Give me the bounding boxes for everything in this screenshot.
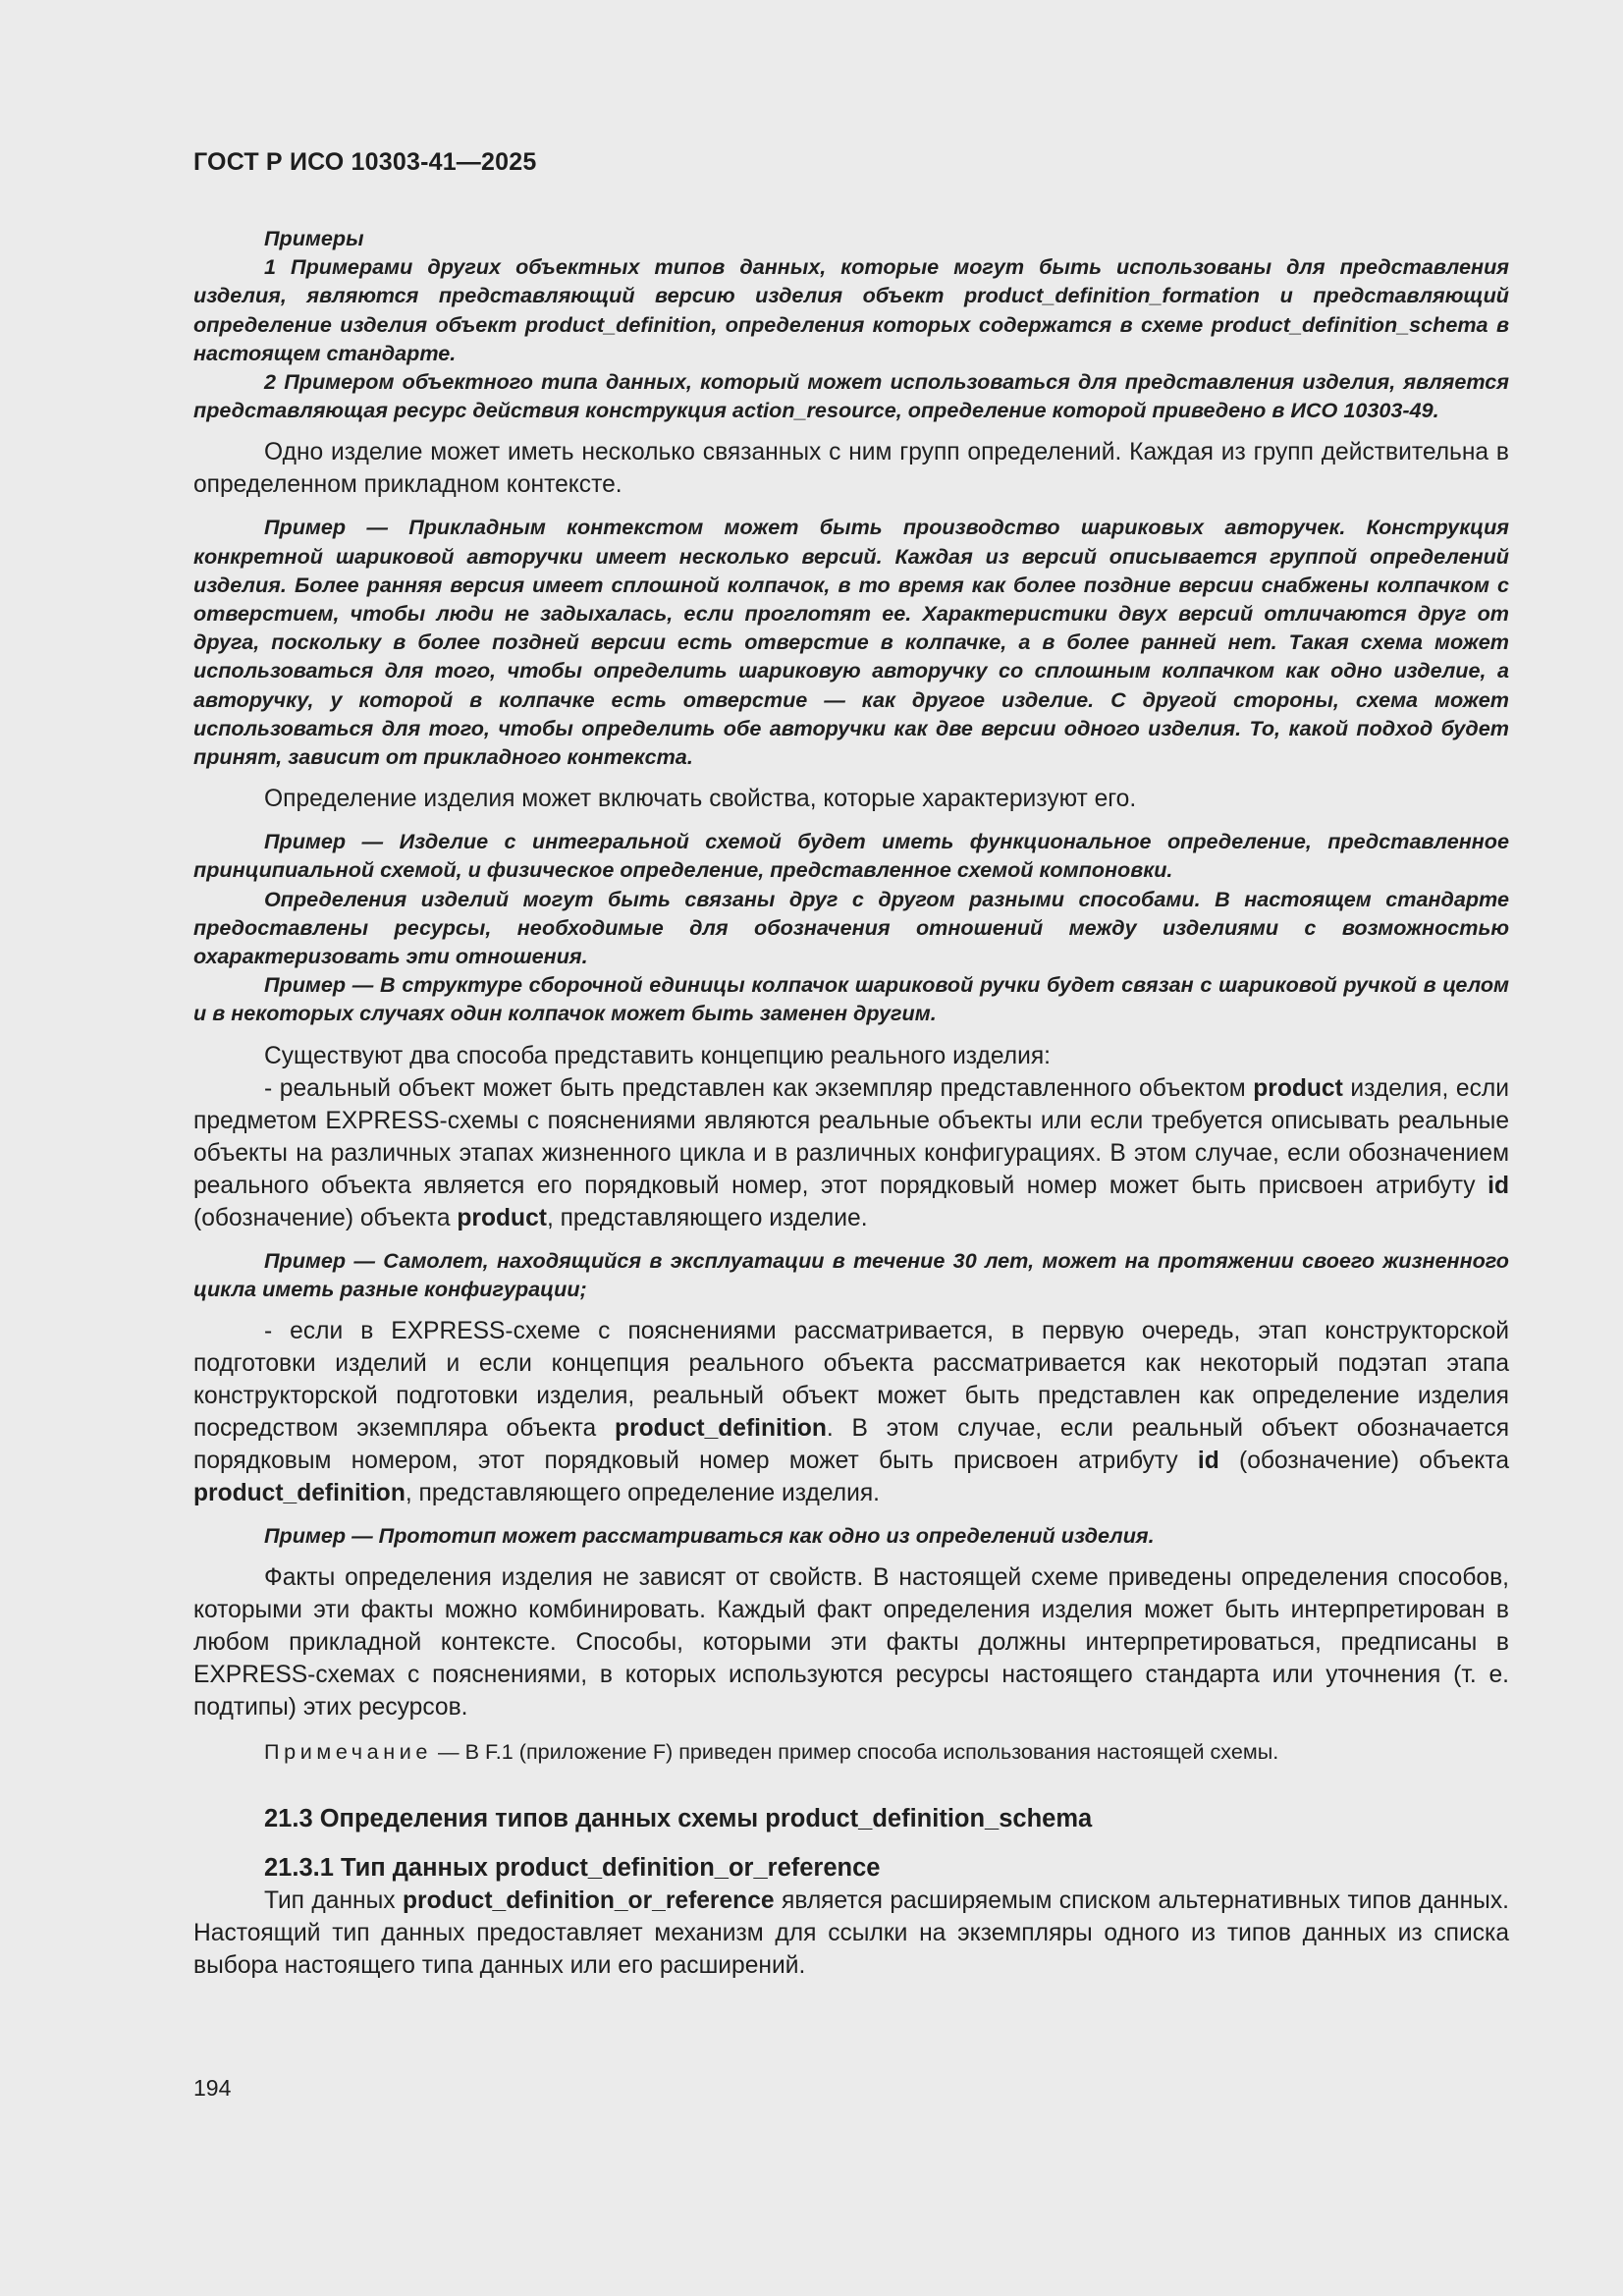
page-number: 194 xyxy=(193,2075,232,2101)
note-text: — В F.1 (приложение F) приведен пример способа использования настоящей схемы. xyxy=(432,1739,1279,1765)
example-airplane: Пример — Самолет, находящийся в эксплуатации в течение 30 лет, может на протяжении своего жизненного цикла иметь разные конфигурации; xyxy=(193,1247,1509,1301)
example-ballpoint-pen: Пример — Прикладным контекстом может быть производство шариковых авторучек. Конструкция конкретной шариковой авторучки имеет несколько версий. Каждая из версий описывается группой определений изделия. Более ранняя версия имеет сплошной колпачок, в то время как более поздние версии снабжены колпачком с отверстием, чтобы люди не задыхалась, если проглотят ее. Характеристики двух версий отличаются друг от друга, поскольку в более поздней версии есть отверстие в колпачке, а в более ранней нет. Такая схема может использоваться для того, чтобы определить шариковую авторучку со сплошным колпачком как одно изделие, а авторучку, у которой в колпачке есть отверстие — как другое изделие. С другой стороны, схема может использоваться для того, чтобы определить обе авторучки как две версии одного изделия. То, какой подход будет принят, зависит от прикладного контекста. xyxy=(193,515,1509,770)
paragraph-way-one: - реальный объект может быть представлен как экземпляр представленного объектом product изделия, если предметом EXPRESS-схемы с пояснениями являются реальные объекты или если требуется описывать реальные объекты на различных этапах жизненного цикла и в различных конфигурациях. В этом случае, если обозначением реального объекта является его порядковый номер, этот порядковый номер может быть присвоен атрибуту id (обозначение) объекта product, представляющего изделие. xyxy=(193,1074,1509,1231)
page-content xyxy=(193,224,1509,1982)
example-integrated-circuit: Пример — Изделие с интегральной схемой будет иметь функциональное определение, представленное принципиальной схемой, и физическое определение, представленное схемой компоновки. xyxy=(193,829,1509,883)
keyword-product-definition: product_definition xyxy=(193,1480,406,1507)
paragraph-way-two: - если в EXPRESS-схеме с пояснениями рассматривается, в первую очередь, этап конструкторской подготовки изделий и если концепция реального объекта рассматривается как некоторый подэтап этапа конструкторской подготовки изделия, реальный объект может быть представлен как определение изделия посредством экземпляра объекта product_definition. В этом случае, если реальный объект обозначается порядковым номером, этот порядковый номер может быть присвоен атрибуту id (обозначение) объекта product_definition, представляющего определение изделия. xyxy=(193,1318,1510,1507)
relations-paragraph: Определения изделий могут быть связаны друг с другом разными способами. В настоящем стандарте предоставлены ресурсы, необходимые для обозначения отношений между изделиями с возможностью охарактеризовать эти отношения. xyxy=(193,886,1509,969)
paragraph-data-type: Тип данных product_definition_or_reference является расширяемым списком альтернативных типов данных. Настоящий тип данных предоставляет механизм для ссылки на экземпляры одного из типов данных из списка выбора настоящего типа данных или его расширений. xyxy=(193,1887,1509,1980)
keyword-id: id xyxy=(1197,1448,1219,1475)
document-header: ГОСТ Р ИСО 10303-41—2025 xyxy=(193,148,537,176)
note xyxy=(193,1737,1509,1767)
keyword-product: product xyxy=(1253,1074,1343,1102)
note-label: Примечание xyxy=(264,1739,432,1765)
examples-title: Примеры xyxy=(264,226,364,250)
paragraph-properties: Определение изделия может включать свойства, которые характеризуют его. xyxy=(264,786,1137,813)
example-item-1: 1 Примерами других объектных типов данных, которые могут быть использованы для представления изделия, являются представляющий версию изделия объект product_definition_formation и представляющий определение изделия объект product_definition, определения которых содержатся в схеме product_definition_schema в настоящем стандарте. xyxy=(193,254,1509,365)
keyword-product-definition: product_definition xyxy=(615,1415,827,1443)
paragraph-two-ways-intro: Существуют два способа представить концепцию реального изделия: xyxy=(264,1042,1051,1069)
paragraph-product-definitions: Одно изделие может иметь несколько связанных с ним групп определений. Каждая из групп действительна в определенном прикладном контексте. xyxy=(193,439,1509,499)
keyword-product-definition-or-reference: product_definition_or_reference xyxy=(403,1887,775,1915)
section-heading-21-3: 21.3 Определения типов данных схемы product_definition_schema xyxy=(264,1805,1093,1833)
keyword-id: id xyxy=(1488,1172,1509,1199)
section-heading-21-3-1: 21.3.1 Тип данных product_definition_or_reference xyxy=(264,1854,881,1883)
paragraph-facts: Факты определения изделия не зависят от свойств. В настоящей схеме приведены определения способов, которыми эти факты можно комбинировать. Каждый факт определения изделия может быть интерпретирован в любом прикладной контексте. Способы, которыми эти факты должны интерпретироваться, предписаны в EXPRESS-схемах с пояснениями, в которых используются ресурсы настоящего стандарта или уточнения (т. е. подтипы) этих ресурсов. xyxy=(193,1564,1509,1722)
keyword-product: product xyxy=(457,1204,547,1231)
example-prototype: Пример — Прототип может рассматриваться как одно из определений изделия. xyxy=(264,1523,1155,1549)
example-item-2: 2 Примером объектного типа данных, который может использоваться для представления изделия, является представляющая ресурс действия конструкция action_resource, определение которой приведено в ИСО 10303-49. xyxy=(193,369,1509,423)
example-pen-cap: Пример — В структуре сборочной единицы колпачок шариковой ручки будет связан с шариковой ручкой в целом и в некоторых случаях один колпачок может быть заменен другим. xyxy=(193,972,1509,1026)
